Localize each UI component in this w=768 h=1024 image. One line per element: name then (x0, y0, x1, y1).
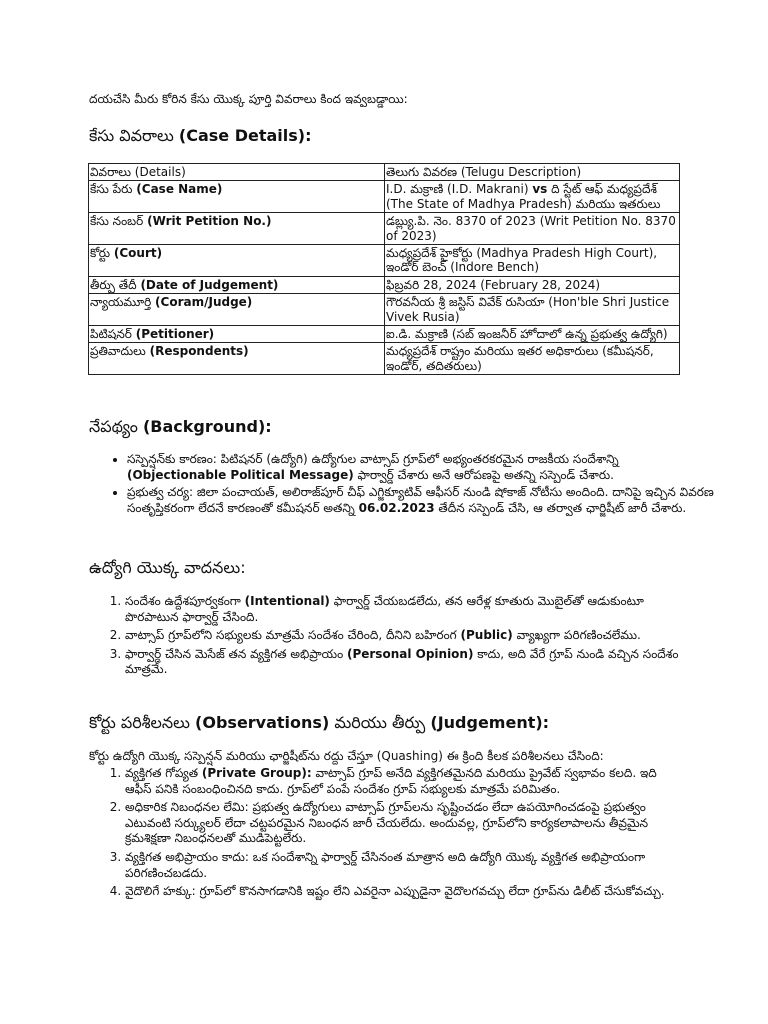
table-cell-value: ఫిబ్రవరి 28, 2024 (February 28, 2024) (385, 276, 680, 293)
observations-intro: కోర్టు ఉద్యోగి యొక్క సస్పెన్షన్ మరియు ఛార్జిషీట్‌ను రద్దు చేస్తూ (Quashing) ఈ క్రింది కీలక పరిశీలనలు చేసింది: (89, 749, 604, 763)
table-cell-key: న్యాయమూర్తి (Coram/Judge) (89, 294, 385, 326)
table-cell-value: తెలుగు వివరణ (Telugu Description) (385, 164, 680, 181)
list-item: 3. వ్యక్తిగత అభిప్రాయం కాదు: ఒక సందేశాన్ని ఫార్వార్డ్ చేసినంత మాత్రాన అది ఉద్యోగి యొక్క వ్యక్తిగత అభిప్రాయంగా పరిగణించబడదు. (125, 850, 685, 881)
list-item: 4. వైదొలిగే హక్కు: గ్రూప్‌లో కొనసాగడానికి ఇష్టం లేని ఎవరైనా ఎప్పుడైనా వైదొలగవచ్చు లేదా గ్రూప్‌ను డిలీట్ చేసుకోవచ్చు. (125, 884, 685, 900)
table-row (89, 276, 680, 293)
list-item: 1. వ్యక్తిగత గోప్యత (Private Group): వాట్సాప్ గ్రూప్ అనేది వ్యక్తిగతమైనది మరియు ప్రైవేట్ స్వభావం కలది. ఇది ఆఫీస్ పనికి సంబంధించినది కాదు. గ్రూప్‌లో పంపే సందేశం గ్రూప్ సభ్యులకు మాత్రమే పరిమితం. (125, 766, 685, 797)
observations-list (89, 766, 685, 903)
table-row (89, 181, 680, 213)
table-cell-key: పిటిషనర్ (Petitioner) (89, 325, 385, 342)
list-item: • సస్పెన్షన్‌కు కారణం: పిటిషనర్ (ఉద్యోగి) ఉద్యోగుల వాట్సాప్ గ్రూప్‌లో అభ్యంతరకరమైన రాజకీయ సందేశాన్ని (Objectionable Political Message) ఫార్వార్డ్ చేశారు అనే ఆరోపణపై అతన్ని సస్పెండ్ చేశారు. (127, 452, 717, 483)
case-details-table (88, 163, 680, 375)
case-details-heading: కేసు వివరాలు (Case Details): (89, 126, 312, 145)
table-cell-value: I.D. మక్రాణి (I.D. Makrani) vs ది స్టేట్ ఆఫ్ మధ్యప్రదేశ్ (The State of Madhya Pradesh) మరియు ఇతరులు (385, 181, 680, 213)
table-cell-value: డబ్ల్యు.పి. నెం. 8370 of 2023 (Writ Petition No. 8370 of 2023) (385, 213, 680, 245)
employee-arguments-heading: ఉద్యోగి యొక్క వాదనలు: (89, 558, 246, 577)
employee-arguments-list (89, 594, 685, 681)
table-cell-key: తీర్పు తేదీ (Date of Judgement) (89, 276, 385, 293)
list-item: 2. అధికారిక నిబంధనల లేమి: ప్రభుత్వ ఉద్యోగులు వాట్సాప్ గ్రూప్‌లను సృష్టించడం లేదా ఉపయోగించడంపై ప్రభుత్వం ఎటువంటి సర్క్యులర్ లేదా చట్టపరమైన నిబంధన జారీ చేయలేదు. అందువల్ల, గ్రూప్‌లోని కార్యకలాపాలను తీవ్రమైన క్రమశిక్షణా నిబంధనలతో ముడిపెట్టలేరు. (125, 800, 685, 847)
list-item: • ప్రభుత్వ చర్య: జిలా పంచాయత్, అలిరాజ్‌పూర్ చీఫ్ ఎగ్జిక్యూటివ్ ఆఫీసర్ నుండి షోకాజ్ నోటీసు అందింది. దానిపై ఇచ్చిన వివరణ సంతృప్తికరంగా లేదనే కారణంతో కమీషనర్ అతన్ని 06.02.2023 తేదీన సస్పెండ్ చేసి, ఆ తర్వాత ఛార్జిషీట్ జారీ చేశారు. (127, 485, 717, 516)
intro-text: దయచేసి మీరు కోరిన కేసు యొక్క పూర్తి వివరాలు కింద ఇవ్వబడ్డాయి: (89, 92, 408, 106)
table-row (89, 213, 680, 245)
background-heading: నేపథ్యం (Background): (89, 417, 272, 436)
table-row (89, 164, 680, 181)
table-cell-value: మధ్యప్రదేశ్ రాష్ట్రం మరియు ఇతర అధికారులు (కమీషనర్, ఇండోర్, తదితరులు) (385, 343, 680, 375)
table-cell-value: మధ్యప్రదేశ్ హైకోర్టు (Madhya Pradesh High Court), ఇండోర్ బెంచ్ (Indore Bench) (385, 244, 680, 276)
table-row (89, 325, 680, 342)
table-row (89, 294, 680, 326)
table-cell-key: ప్రతివాదులు (Respondents) (89, 343, 385, 375)
observations-heading: కోర్టు పరిశీలనలు (Observations) మరియు తీర్పు (Judgement): (89, 713, 550, 732)
list-item: 3. ఫార్వార్డ్ చేసిన మెసేజ్ తన వ్యక్తిగత అభిప్రాయం (Personal Opinion) కాదు, అది వేరే గ్రూప్ నుండి వచ్చిన సందేశం మాత్రమే. (125, 647, 685, 678)
table-cell-key: కేసు పేరు (Case Name) (89, 181, 385, 213)
list-item: 2. వాట్సాప్ గ్రూప్‌లోని సభ్యులకు మాత్రమే సందేశం చేరింది, దీనిని బహిరంగ (Public) వ్యాఖ్యగా పరిగణించలేము. (125, 628, 685, 644)
background-list (89, 452, 717, 518)
table-cell-value: ఐ.డి. మక్రాణి (సబ్ ఇంజనీర్ హోదాలో ఉన్న ప్రభుత్వ ఉద్యోగి) (385, 325, 680, 342)
table-cell-key: వివరాలు (Details) (89, 164, 385, 181)
list-item: 1. సందేశం ఉద్దేశపూర్వకంగా (Intentional) ఫార్వార్డ్ చేయబడలేదు, తన ఆరేళ్ల కూతురు మొబైల్‌తో ఆడుకుంటూ పొరపాటున ఫార్వార్డ్ చేసింది. (125, 594, 685, 625)
table-cell-value: గౌరవనీయ శ్రీ జస్టిస్ వివేక్ రుసియా (Hon'ble Shri Justice Vivek Rusia) (385, 294, 680, 326)
table-cell-key: కోర్టు (Court) (89, 244, 385, 276)
table-row (89, 244, 680, 276)
table-row (89, 343, 680, 375)
table-cell-key: కేసు నంబర్ (Writ Petition No.) (89, 213, 385, 245)
